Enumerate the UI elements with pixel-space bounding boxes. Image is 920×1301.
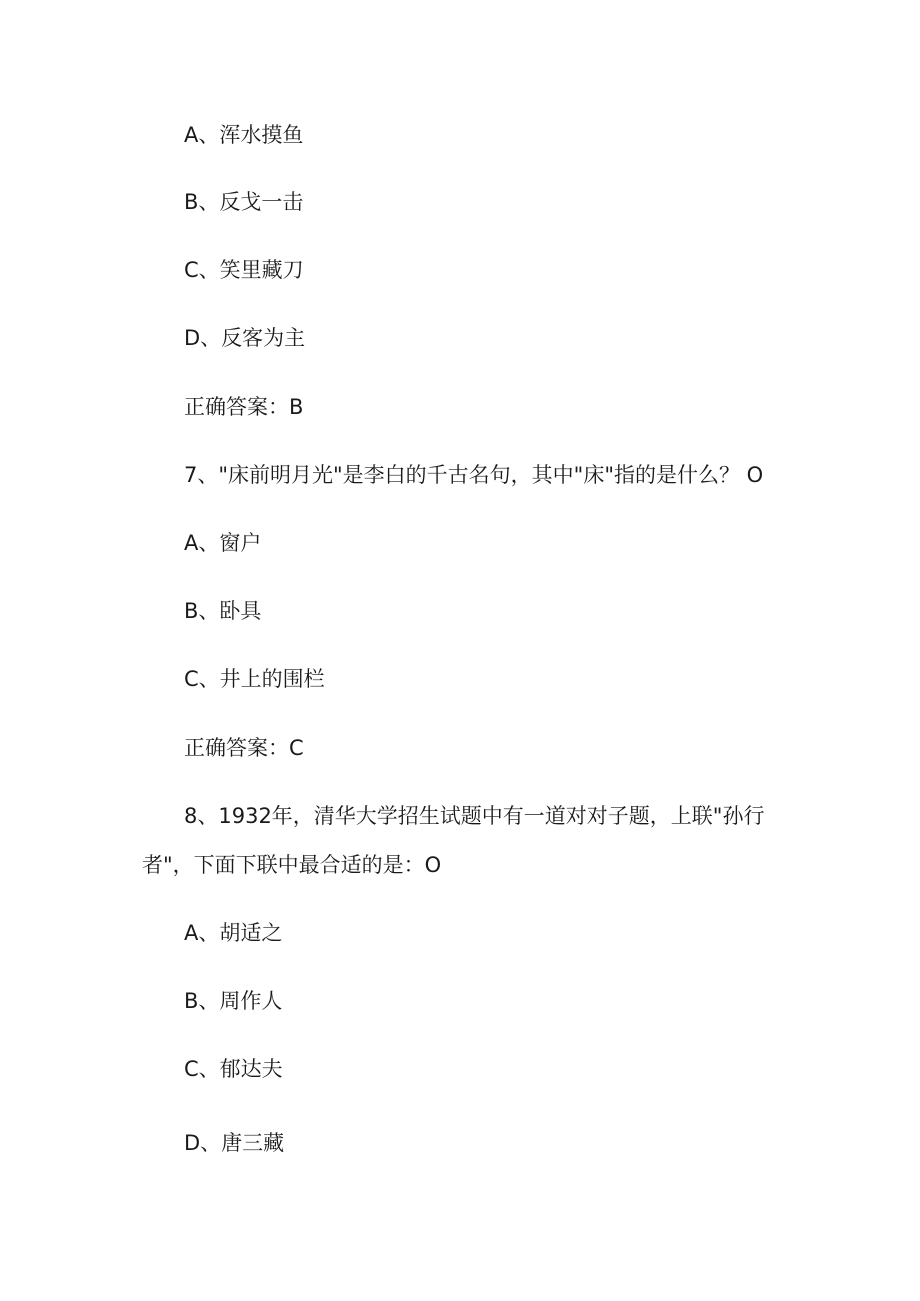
q6-option-d: D、反客为主 — [184, 326, 306, 350]
q8-question-line1: 8、1932年，清华大学招生试题中有一道对对子题，上联"孙行 — [184, 804, 765, 828]
q7-option-b: B、卧具 — [184, 599, 262, 623]
q7-option-a: A、窗户 — [184, 531, 262, 555]
q8-option-a: A、胡适之 — [184, 921, 283, 945]
q7-answer: 正确答案：C — [184, 736, 304, 760]
q8-question-line2: 者"，下面下联中最合适的是：O — [142, 853, 442, 877]
q6-option-b: B、反戈一击 — [184, 190, 304, 214]
q6-option-a: A、浑水摸鱼 — [184, 123, 304, 147]
q6-option-c: C、笑里藏刀 — [184, 258, 304, 282]
q7-question: 7、"床前明月光"是李白的千古名句，其中"床"指的是什么？ O — [184, 463, 764, 487]
q8-option-c: C、郁达夫 — [184, 1057, 283, 1081]
q8-option-d: D、唐三藏 — [184, 1131, 285, 1155]
q6-answer: 正确答案：B — [184, 395, 304, 419]
q8-option-b: B、周作人 — [184, 989, 283, 1013]
q7-option-c: C、井上的围栏 — [184, 667, 325, 691]
